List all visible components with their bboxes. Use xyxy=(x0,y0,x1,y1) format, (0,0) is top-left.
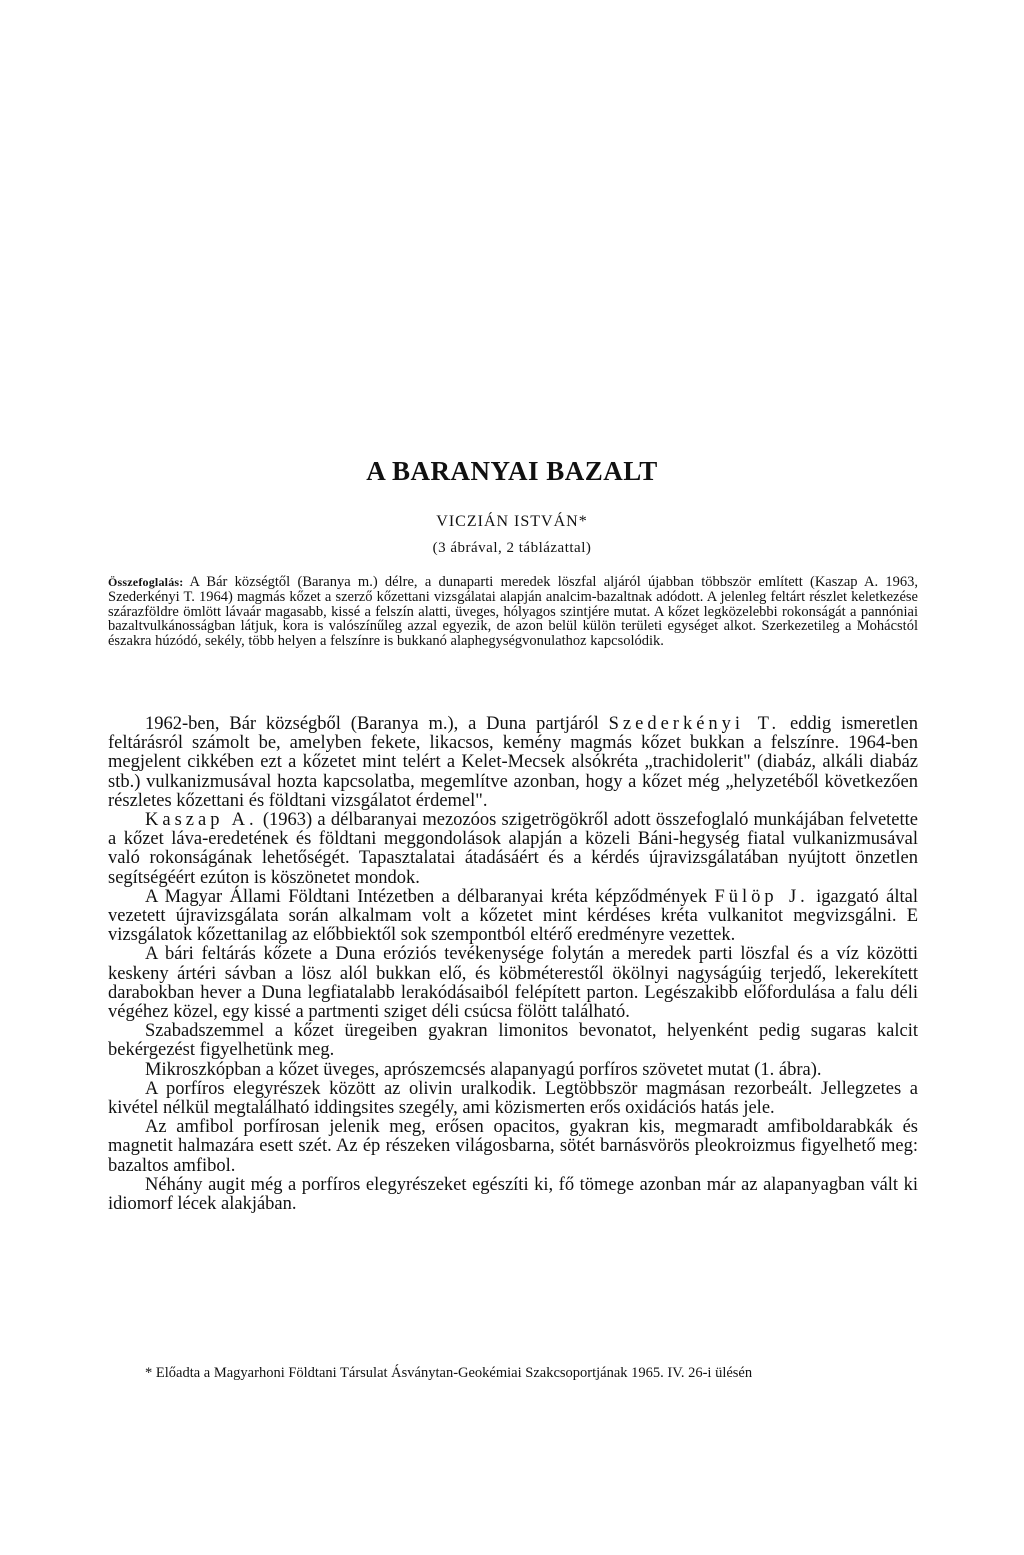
paragraph-3 xyxy=(108,888,918,946)
cited-author-fulop: Fülöp J. xyxy=(714,886,809,907)
paragraph-1 xyxy=(108,715,918,811)
paragraph-6: Mikroszkópban a kőzet üveges, aprószemcsés alapanyagú porfíros szövetet mutat (1. ábra). xyxy=(145,1059,822,1080)
footnote: * Előadta a Magyarhoni Földtani Társulat Ásványtan-Geokémiai Szakcsoportjának 1965. IV. 26-i ülésén xyxy=(145,1365,753,1381)
paragraph-2 xyxy=(108,811,918,888)
paragraph-2-text: (1963) a délbaranyai mezozóos szigetrögökről adott összefoglaló munkájában felvetette a kőzet láva-eredetének és földtani meggondolások alapján a közeli Báni-hegység fiatal vulkanizmusával való rokonságának lehetőségét. Tapasztalatai átadásáért és a kérdés újravizsgálatában nyújtott önzetlen segítségéért ezúton is köszönetet mondok. xyxy=(108,810,918,888)
cited-author-kaszap: Kaszap A. xyxy=(145,810,258,831)
figure-table-count: (3 ábrával, 2 táblázattal) xyxy=(432,540,592,556)
paragraph-9: Néhány augit még a porfíros elegyrészeket egészíti ki, fő tömege azonban már az alapanyagban vált ki idiomorf lécek alakjában. xyxy=(108,1174,918,1215)
abstract xyxy=(108,575,918,649)
article-title: A BARANYAI BAZALT xyxy=(366,456,658,486)
paragraph-3-text-a: A Magyar Állami Földtani Intézetben a délbaranyai kréta képződmények xyxy=(145,886,708,907)
paragraph-1-text-a: 1962-ben, Bár községből (Baranya m.), a Duna partjáról xyxy=(145,714,599,734)
paragraph-3-text-b: igazgató által vezetett újravizsgálata során alkalmam volt a kőzetet mint kérdéses kréta vulkanitot megvizsgálni. E vizsgálatok kőzettanilag az előbbiektől sok szempontból eltérő eredményre vezettek. xyxy=(108,886,918,946)
cited-author-szederkenyi: Szederkényi T. xyxy=(608,714,781,734)
abstract-label: Összefoglalás: xyxy=(108,575,184,589)
article-author: VICZIÁN ISTVÁN* xyxy=(436,513,588,530)
paragraph-8: Az amfibol porfírosan jelenik meg, erősen opacitos, gyakran kis, megmaradt amfiboldarabkák és magnetit halmazára esett szét. Az ép részeken világosbarna, sötét barnásvörös pleokroizmus figyelhető meg: bazaltos amfibol. xyxy=(108,1117,918,1176)
paragraph-5: Szabadszemmel a kőzet üregeiben gyakran limonitos bevonatot, helyenként pedig sugaras kalcit bekérgezést figyelhetünk meg. xyxy=(108,1021,918,1061)
article-body xyxy=(108,715,918,1214)
paragraph-1-text-b: eddig ismeretlen feltárásról számolt be, amelyben fekete, likacsos, kemény magmás kőzet bukkan a felszínre. 1964-ben megjelent cikkében ezt a kőzetet mint telért a Kelet-Mecsek alsókréta „trachidolerit" (diabáz, alkáli diabáz stb.) vulkanizmusával hozta kapcsolatba, megemlítve azonban, hogy a kőzet még „helyzetéből következően részletes kőzettani és földtani vizsgálatot érdemel". xyxy=(108,714,919,811)
paragraph-7: A porfíros elegyrészek között az olivin uralkodik. Legtöbbször magmásan rezorbeált. Jellegzetes a kivétel nélkül megtalálható iddingsites szegély, ami közismerten erős oxidációs hatás jele. xyxy=(108,1078,918,1119)
paragraph-4: A bári feltárás kőzete a Duna eróziós tevékenysége folytán a meredek parti löszfal és a víz közötti keskeny ártéri sávban a lösz alól bukkan elő, és köbméterestől ökölnyi nagyságúig terjedő, lekerekített darabokban hever a Duna legfiatalabb lerakódásaiból felépített parton. Legészakibb előfordulása a falu déli végéhez közel, egy kissé a partmenti sziget déli csúcsa fölött található. xyxy=(108,944,918,1023)
abstract-text: A Bár községtől (Baranya m.) délre, a dunaparti meredek löszfal aljáról újabban többször említett (Kaszap A. 1963, Szederkényi T. 1964) magmás kőzet a szerző kőzettani vizsgálatai alapján analcim-bazaltnak adódott. A jelenleg feltárt részlet keletkezése szárazföldre ömlött lávaár magasabb, kissé a felszín alatti, üveges, hólyagos szintjére mutat. A kőzet legközelebbi rokonságát a pannóniai bazaltvulkánosságban látjuk, kora is valószínűleg azzal egyezik, de azon belül külön területi egységet alkot. Szerkezetileg a Mohácstól északra húzódó, sekély, több helyen a felszínre is bukkanó alaphegységvonulathoz kapcsolódik. xyxy=(108,574,918,650)
